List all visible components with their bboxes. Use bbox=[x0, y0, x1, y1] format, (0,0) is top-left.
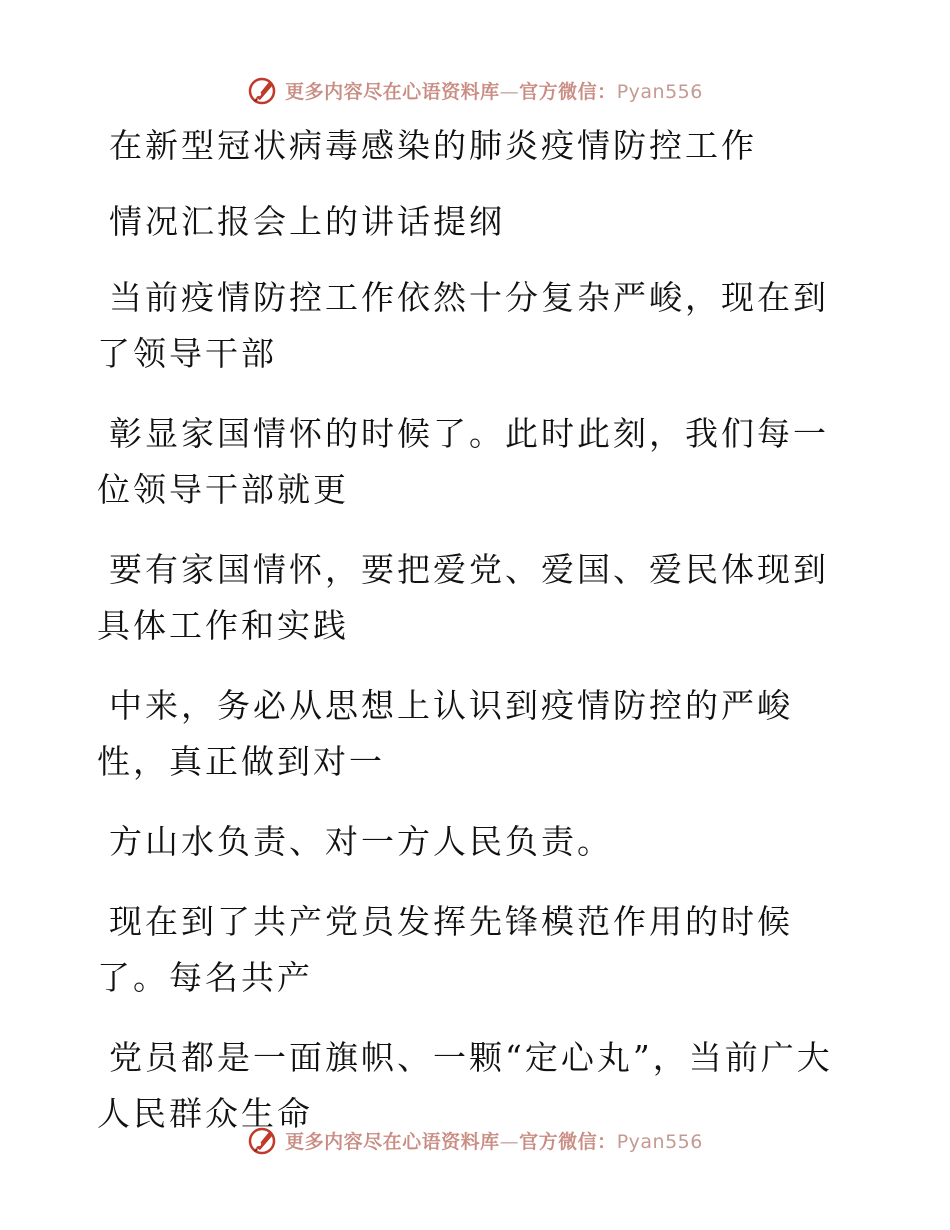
footer-watermark bbox=[0, 1120, 950, 1160]
paragraph: 方山水负责、对一方人民负责。 bbox=[109, 822, 613, 861]
paragraph: 中来，务必从思想上认识到疫情防控的严峻性，真正做到对一 bbox=[97, 686, 793, 781]
paragraph: 当前疫情防控工作依然十分复杂严峻，现在到了领导干部 bbox=[97, 278, 829, 373]
title-line: 情况汇报会上的讲话提纲 bbox=[109, 202, 505, 241]
watermark-text: 更多内容尽在心语资料库—官方微信：Pyan556 bbox=[285, 80, 703, 103]
watermark-text: 更多内容尽在心语资料库—官方微信：Pyan556 bbox=[285, 1130, 703, 1153]
paragraph: 现在到了共产党员发挥先锋模范作用的时候了。每名共产 bbox=[97, 902, 793, 997]
header-watermark bbox=[0, 70, 950, 110]
paragraph: 彰显家国情怀的时候了。此时此刻，我们每一位领导干部就更 bbox=[97, 414, 829, 509]
title-line: 在新型冠状病毒感染的肺炎疫情防控工作 bbox=[109, 126, 757, 165]
pen-logo-icon bbox=[247, 74, 279, 106]
paragraph: 要有家国情怀，要把爱党、爱国、爱民体现到具体工作和实践 bbox=[97, 550, 829, 645]
document-body bbox=[97, 118, 837, 1166]
paragraph: 党员都是一面旗帜、一颗“定心丸”，当前广大人民群众生命 bbox=[97, 1038, 833, 1133]
pen-logo-icon bbox=[247, 1124, 279, 1156]
